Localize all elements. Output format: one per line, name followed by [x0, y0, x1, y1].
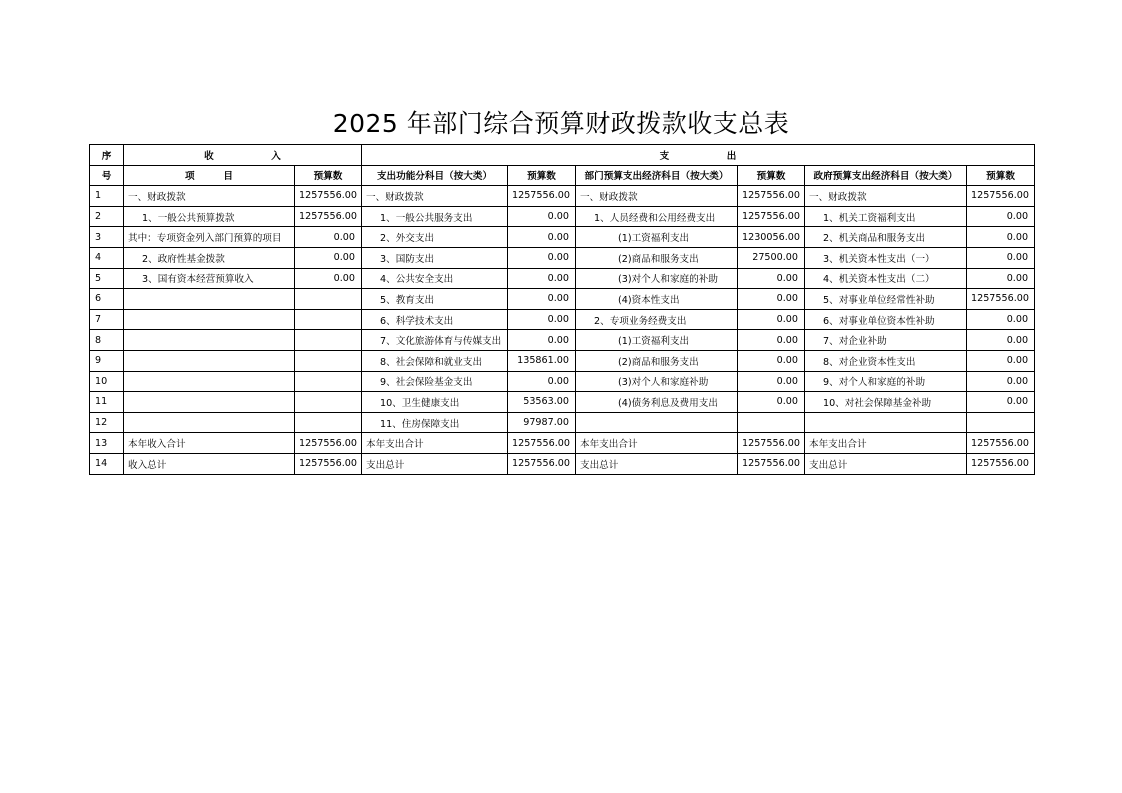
seq-cell: 1 [90, 186, 124, 207]
gov-amount-cell: 0.00 [967, 392, 1035, 413]
dept-amount-cell: 1257556.00 [738, 433, 805, 454]
gov-amount-header: 预算数 [967, 165, 1035, 186]
seq-cell: 5 [90, 268, 124, 289]
dept-item-cell: 本年支出合计 [576, 433, 738, 454]
func-amount-cell: 0.00 [508, 227, 576, 248]
gov-amount-cell: 0.00 [967, 268, 1035, 289]
dept-amount-cell: 27500.00 [738, 247, 805, 268]
seq-cell: 2 [90, 206, 124, 227]
dept-amount-cell: 0.00 [738, 268, 805, 289]
func-item-cell: 2、外交支出 [362, 227, 508, 248]
table-row [90, 206, 1035, 227]
dept-item-cell: (3)对个人和家庭的补助 [576, 268, 738, 289]
dept-item-cell: (4)资本性支出 [576, 289, 738, 310]
gov-item-cell: 3、机关资本性支出（一） [805, 247, 967, 268]
gov-amount-cell: 0.00 [967, 371, 1035, 392]
func-item-cell: 7、文化旅游体育与传媒支出 [362, 330, 508, 351]
table-row [90, 350, 1035, 371]
seq-cell: 14 [90, 453, 124, 474]
func-amount-cell: 1257556.00 [508, 186, 576, 207]
gov-amount-cell: 0.00 [967, 247, 1035, 268]
func-amount-cell: 1257556.00 [508, 433, 576, 454]
income-amount-header: 预算数 [295, 165, 362, 186]
dept-amount-cell: 0.00 [738, 330, 805, 351]
dept-item-cell: (2)商品和服务支出 [576, 247, 738, 268]
dept-amount-cell: 0.00 [738, 350, 805, 371]
func-item-cell: 本年支出合计 [362, 433, 508, 454]
gov-item-cell [805, 412, 967, 433]
func-amount-cell: 97987.00 [508, 412, 576, 433]
func-item-cell: 11、住房保障支出 [362, 412, 508, 433]
table-row [90, 186, 1035, 207]
func-item-cell: 5、教育支出 [362, 289, 508, 310]
func-amount-header: 预算数 [508, 165, 576, 186]
income-item-header: 项 目 [124, 165, 295, 186]
table-row [90, 309, 1035, 330]
table-row [90, 392, 1035, 413]
func-item-cell: 10、卫生健康支出 [362, 392, 508, 413]
income-item-cell: 其中：专项资金列入部门预算的项目 [124, 227, 295, 248]
income-amount-cell [295, 392, 362, 413]
income-amount-cell: 1257556.00 [295, 453, 362, 474]
gov-item-cell: 7、对企业补助 [805, 330, 967, 351]
table-row [90, 289, 1035, 310]
func-amount-cell: 0.00 [508, 330, 576, 351]
gov-item-cell: 一、财政拨款 [805, 186, 967, 207]
gov-item-cell: 1、机关工资福利支出 [805, 206, 967, 227]
income-item-cell: 一、财政拨款 [124, 186, 295, 207]
budget-table [89, 144, 1035, 475]
func-amount-cell: 1257556.00 [508, 453, 576, 474]
income-amount-cell [295, 330, 362, 351]
dept-amount-header: 预算数 [738, 165, 805, 186]
dept-item-cell: (3)对个人和家庭补助 [576, 371, 738, 392]
func-amount-cell: 0.00 [508, 268, 576, 289]
gov-item-cell: 9、对个人和家庭的补助 [805, 371, 967, 392]
gov-econ-header: 政府预算支出经济科目（按大类） [805, 165, 967, 186]
func-item-cell: 4、公共安全支出 [362, 268, 508, 289]
dept-amount-cell: 1230056.00 [738, 227, 805, 248]
header-row-1 [90, 145, 1035, 166]
gov-item-cell: 8、对企业资本性支出 [805, 350, 967, 371]
dept-amount-cell: 1257556.00 [738, 453, 805, 474]
gov-item-cell: 6、对事业单位资本性补助 [805, 309, 967, 330]
income-header: 收 入 [124, 145, 362, 166]
dept-item-cell: 1、人员经费和公用经费支出 [576, 206, 738, 227]
dept-item-cell: (4)债务利息及费用支出 [576, 392, 738, 413]
gov-amount-cell: 0.00 [967, 350, 1035, 371]
income-item-cell: 3、国有资本经营预算收入 [124, 268, 295, 289]
func-amount-cell: 0.00 [508, 371, 576, 392]
dept-item-cell: (1)工资福利支出 [576, 330, 738, 351]
income-amount-cell: 0.00 [295, 247, 362, 268]
dept-item-cell: 一、财政拨款 [576, 186, 738, 207]
func-amount-cell: 0.00 [508, 289, 576, 310]
gov-amount-cell: 0.00 [967, 330, 1035, 351]
table-row [90, 330, 1035, 351]
table-row [90, 412, 1035, 433]
dept-amount-cell: 0.00 [738, 371, 805, 392]
gov-amount-cell: 0.00 [967, 206, 1035, 227]
seq-cell: 13 [90, 433, 124, 454]
func-item-cell: 1、一般公共服务支出 [362, 206, 508, 227]
dept-amount-cell: 1257556.00 [738, 186, 805, 207]
income-amount-cell [295, 289, 362, 310]
seq-cell: 8 [90, 330, 124, 351]
func-item-cell: 一、财政拨款 [362, 186, 508, 207]
seq-cell: 12 [90, 412, 124, 433]
func-item-cell: 支出总计 [362, 453, 508, 474]
gov-item-cell: 5、对事业单位经常性补助 [805, 289, 967, 310]
seq-header-top: 序 [90, 145, 124, 166]
income-amount-cell [295, 371, 362, 392]
dept-amount-cell: 0.00 [738, 309, 805, 330]
table-row [90, 453, 1035, 474]
func-item-cell: 8、社会保障和就业支出 [362, 350, 508, 371]
func-amount-cell: 0.00 [508, 247, 576, 268]
seq-cell: 9 [90, 350, 124, 371]
func-amount-cell: 0.00 [508, 309, 576, 330]
income-item-cell [124, 330, 295, 351]
income-amount-cell: 1257556.00 [295, 206, 362, 227]
seq-cell: 3 [90, 227, 124, 248]
income-amount-cell: 0.00 [295, 227, 362, 248]
table-row [90, 268, 1035, 289]
gov-amount-cell: 0.00 [967, 227, 1035, 248]
gov-amount-cell: 1257556.00 [967, 186, 1035, 207]
income-item-cell [124, 412, 295, 433]
income-amount-cell [295, 350, 362, 371]
seq-cell: 4 [90, 247, 124, 268]
gov-item-cell: 支出总计 [805, 453, 967, 474]
income-item-cell [124, 350, 295, 371]
func-item-cell: 9、社会保险基金支出 [362, 371, 508, 392]
income-amount-cell [295, 412, 362, 433]
income-item-cell: 2、政府性基金拨款 [124, 247, 295, 268]
gov-item-cell: 2、机关商品和服务支出 [805, 227, 967, 248]
dept-item-cell: (1)工资福利支出 [576, 227, 738, 248]
income-item-cell: 1、一般公共预算拨款 [124, 206, 295, 227]
func-amount-cell: 135861.00 [508, 350, 576, 371]
func-item-cell: 6、科学技术支出 [362, 309, 508, 330]
table-row [90, 371, 1035, 392]
dept-amount-cell: 0.00 [738, 289, 805, 310]
income-item-cell: 收入总计 [124, 453, 295, 474]
dept-amount-cell: 1257556.00 [738, 206, 805, 227]
dept-item-cell [576, 412, 738, 433]
seq-header-bottom: 号 [90, 165, 124, 186]
income-amount-cell: 1257556.00 [295, 186, 362, 207]
header-row-2 [90, 165, 1035, 186]
dept-amount-cell: 0.00 [738, 392, 805, 413]
expense-header: 支 出 [362, 145, 1035, 166]
gov-item-cell: 10、对社会保障基金补助 [805, 392, 967, 413]
gov-amount-cell [967, 412, 1035, 433]
income-amount-cell: 1257556.00 [295, 433, 362, 454]
page-title: 2025 年部门综合预算财政拨款收支总表 [332, 109, 790, 138]
dept-econ-header: 部门预算支出经济科目（按大类） [576, 165, 738, 186]
seq-cell: 7 [90, 309, 124, 330]
income-amount-cell: 0.00 [295, 268, 362, 289]
table-row [90, 227, 1035, 248]
seq-cell: 6 [90, 289, 124, 310]
dept-item-cell: 2、专项业务经费支出 [576, 309, 738, 330]
dept-item-cell: (2)商品和服务支出 [576, 350, 738, 371]
func-class-header: 支出功能分科目（按大类） [362, 165, 508, 186]
income-item-cell [124, 371, 295, 392]
income-amount-cell [295, 309, 362, 330]
gov-amount-cell: 1257556.00 [967, 453, 1035, 474]
income-item-cell [124, 289, 295, 310]
dept-amount-cell [738, 412, 805, 433]
gov-item-cell: 4、机关资本性支出（二） [805, 268, 967, 289]
gov-item-cell: 本年支出合计 [805, 433, 967, 454]
func-amount-cell: 53563.00 [508, 392, 576, 413]
seq-cell: 10 [90, 371, 124, 392]
income-item-cell: 本年收入合计 [124, 433, 295, 454]
table-row [90, 247, 1035, 268]
dept-item-cell: 支出总计 [576, 453, 738, 474]
gov-amount-cell: 0.00 [967, 309, 1035, 330]
seq-cell: 11 [90, 392, 124, 413]
table-body [90, 186, 1035, 474]
gov-amount-cell: 1257556.00 [967, 289, 1035, 310]
income-item-cell [124, 392, 295, 413]
income-item-cell [124, 309, 295, 330]
func-item-cell: 3、国防支出 [362, 247, 508, 268]
func-amount-cell: 0.00 [508, 206, 576, 227]
table-row [90, 433, 1035, 454]
gov-amount-cell: 1257556.00 [967, 433, 1035, 454]
